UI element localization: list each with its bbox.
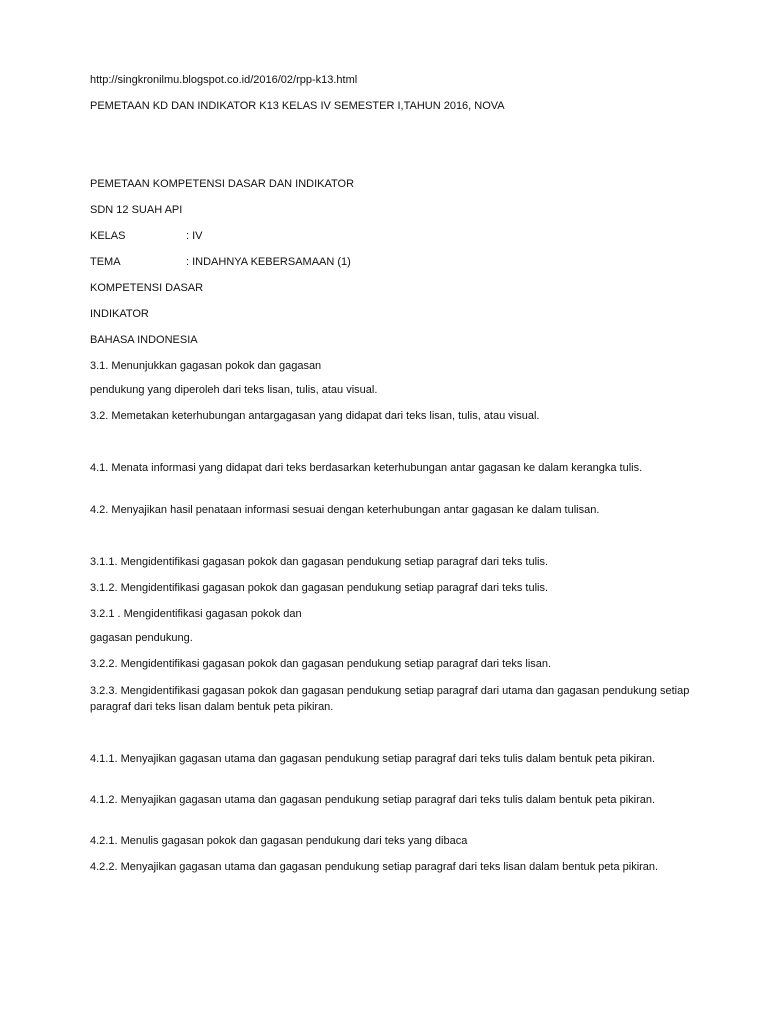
kd-line: 4.1. Menata informasi yang didapat dari teks berdasarkan keterhubungan antar gagasan ke dalam kerangka tulis. xyxy=(90,462,643,474)
school-name: SDN 12 SUAH API xyxy=(90,204,183,216)
indikator-line: 4.2.1. Menulis gagasan pokok dan gagasan pendukung dari teks yang dibaca xyxy=(90,835,468,847)
kelas-label: KELAS xyxy=(90,230,126,242)
tema-label: TEMA xyxy=(90,256,121,268)
subject-label: BAHASA INDONESIA xyxy=(90,334,198,346)
indikator-line: 4.1.1. Menyajikan gagasan utama dan gagasan pendukung setiap paragraf dari teks tulis dalam bentuk peta pikiran. xyxy=(90,753,656,765)
indikator-line: 3.2.1 . Mengidentifikasi gagasan pokok dan xyxy=(90,608,302,620)
kelas-value: : IV xyxy=(186,230,203,242)
indikator-line: 4.1.2. Menyajikan gagasan utama dan gagasan pendukung setiap paragraf dari teks tulis dalam bentuk peta pikiran. xyxy=(90,794,656,806)
kd-line: 4.2. Menyajikan hasil penataan informasi sesuai dengan keterhubungan antar gagasan ke dalam tulisan. xyxy=(90,504,600,516)
kompetensi-dasar-label: KOMPETENSI DASAR xyxy=(90,282,204,294)
indikator-line: gagasan pendukung. xyxy=(90,632,193,644)
tema-value: : INDAHNYA KEBERSAMAAN (1) xyxy=(186,256,351,268)
kd-line: 3.2. Memetakan keterhubungan antargagasan yang didapat dari teks lisan, tulis, atau visual. xyxy=(90,410,540,422)
source-url: http://singkronilmu.blogspot.co.id/2016/02/rpp-k13.html xyxy=(90,74,358,86)
kd-line: 3.1. Menunjukkan gagasan pokok dan gagasan xyxy=(90,360,322,372)
indikator-line: 3.1.1. Mengidentifikasi gagasan pokok dan gagasan pendukung setiap paragraf dari teks tulis. xyxy=(90,556,549,568)
indikator-label: INDIKATOR xyxy=(90,308,149,320)
kd-line: pendukung yang diperoleh dari teks lisan, tulis, atau visual. xyxy=(90,384,378,396)
document-heading: PEMETAAN KD DAN INDIKATOR K13 KELAS IV SEMESTER I,TAHUN 2016, NOVA xyxy=(90,100,505,112)
indikator-line: 3.1.2. Mengidentifikasi gagasan pokok dan gagasan pendukung setiap paragraf dari teks tulis. xyxy=(90,582,549,594)
indikator-line: 3.2.3. Mengidentifikasi gagasan pokok dan gagasan pendukung setiap paragraf dari utama dan gagasan pendukung setiap paragraf dari teks lisan dalam bentuk peta pikiran. xyxy=(90,685,690,713)
kelas-row xyxy=(90,228,690,244)
tema-row xyxy=(90,254,690,270)
document-title: PEMETAAN KOMPETENSI DASAR DAN INDIKATOR xyxy=(90,178,355,190)
indikator-line: 3.2.2. Mengidentifikasi gagasan pokok dan gagasan pendukung setiap paragraf dari teks lisan. xyxy=(90,658,552,670)
indikator-line: 4.2.2. Menyajikan gagasan utama dan gagasan pendukung setiap paragraf dari teks lisan dalam bentuk peta pikiran. xyxy=(90,861,659,873)
